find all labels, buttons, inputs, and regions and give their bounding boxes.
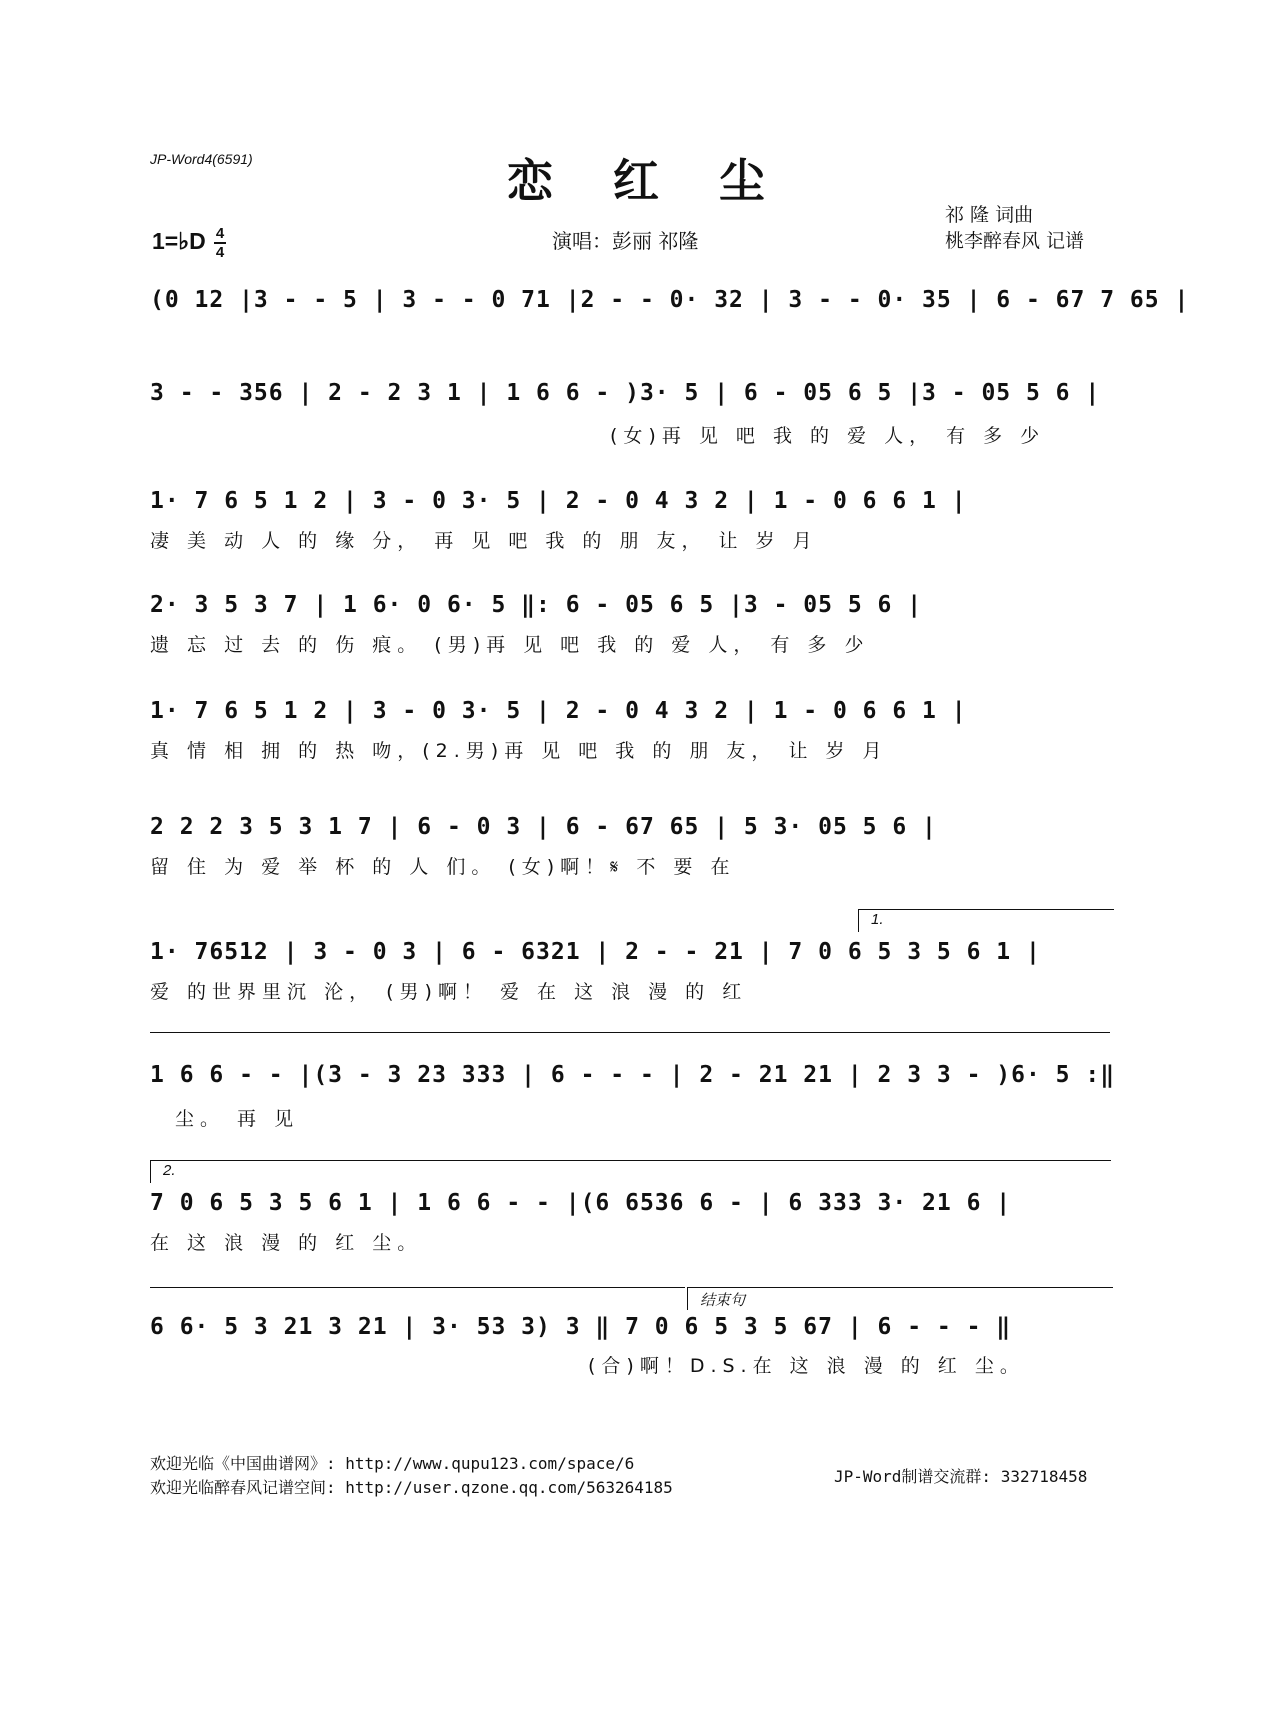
system-1-notes: (0 12 |3 - - 5 | 3 - - 0 71 |2 - - 0· 32 | 3 - - 0· 35 | 6 - 67 7 65 | bbox=[150, 287, 1190, 313]
lyricist-composer: 祁 隆 词曲 bbox=[945, 204, 1034, 226]
volta-first-ending bbox=[858, 909, 1114, 932]
key-signature bbox=[152, 226, 226, 260]
transcriber: 桃李醉春风 记谱 bbox=[945, 230, 1085, 252]
system-10-lyrics: (合)啊！D.S.在 这 浪 漫 的 红 尘。 bbox=[588, 1355, 1025, 1377]
footer-link-2[interactable]: 欢迎光临醉春风记谱空间: http://user.qzone.qq.com/563264185 bbox=[150, 1478, 673, 1497]
footer-link-1[interactable]: 欢迎光临《中国曲谱网》: http://www.qupu123.com/space/6 bbox=[150, 1454, 635, 1473]
system-7-lyrics: 爱 的世界里沉 沦， (男)啊！ 爱 在 这 浪 漫 的 红 bbox=[150, 981, 748, 1003]
time-signature bbox=[214, 226, 226, 260]
system-4-lyrics: 遗 忘 过 去 的 伤 痕。 (男)再 见 吧 我 的 爱 人， 有 多 少 bbox=[150, 634, 870, 656]
volta-second-ending bbox=[150, 1160, 1111, 1183]
footer-group: JP-Word制谱交流群: 332718458 bbox=[834, 1467, 1088, 1486]
system-10-notes: 6 6· 5 3 21 3 21 | 3· 53 3) 3 ‖ 7 0 6 5 3 5 67 | 6 - - - ‖ bbox=[150, 1314, 1012, 1340]
system-6-notes: 2 2 2 3 5 3 1 7 | 6 - 0 3 | 6 - 67 65 | 5 3· 05 5 6 | bbox=[150, 814, 937, 840]
time-denominator: 4 bbox=[215, 244, 225, 261]
system-2-lyrics: (女)再 见 吧 我 的 爱 人， 有 多 少 bbox=[610, 425, 1046, 447]
system-8-notes: 1 6 6 - - |(3 - 3 23 333 | 6 - - - | 2 - 21 21 | 2 3 3 - )6· 5 :‖ bbox=[150, 1062, 1116, 1088]
singer-credit: 演唱：彭丽 祁隆 bbox=[552, 229, 699, 253]
system-3-notes: 1· 7 6 5 1 2 | 3 - 0 3· 5 | 2 - 0 4 3 2 | 1 - 0 6 6 1 | bbox=[150, 488, 967, 514]
volta-first-label: 1. bbox=[871, 911, 884, 928]
system-8-lyrics: 尘。 再 见 bbox=[175, 1108, 300, 1130]
system-5-lyrics: 真 情 相 拥 的 热 吻，(2.男)再 见 吧 我 的 朋 友， 让 岁 月 bbox=[150, 740, 888, 762]
ending-phrase-label: 结束句 bbox=[700, 1292, 746, 1309]
system-2-notes: 3 - - 356 | 2 - 2 3 1 | 1 6 6 - )3· 5 | 6 - 05 6 5 |3 - 05 5 6 | bbox=[150, 380, 1101, 406]
time-numerator: 4 bbox=[215, 225, 225, 242]
system-7-notes: 1· 76512 | 3 - 0 3 | 6 - 6321 | 2 - - 21 | 7 0 6 5 3 5 6 1 | bbox=[150, 939, 1041, 965]
system-5-notes: 1· 7 6 5 1 2 | 3 - 0 3· 5 | 2 - 0 4 3 2 | 1 - 0 6 6 1 | bbox=[150, 698, 967, 724]
key-label: 1=♭D bbox=[152, 228, 206, 255]
software-label: JP-Word4(6591) bbox=[150, 151, 253, 167]
volta-second-label: 2. bbox=[163, 1162, 176, 1179]
system-6-lyrics: 留 住 为 爱 举 杯 的 人 们。 (女)啊！𝄋 不 要 在 bbox=[150, 856, 736, 878]
system-4-notes: 2· 3 5 3 7 | 1 6· 0 6· 5 ‖: 6 - 05 6 5 |3 - 05 5 6 | bbox=[150, 592, 923, 618]
song-title: 恋红尘 bbox=[507, 154, 825, 208]
system-9-lyrics: 在 这 浪 漫 的 红 尘。 bbox=[150, 1232, 423, 1254]
volta-first-continued bbox=[150, 1032, 1110, 1055]
system-9-notes: 7 0 6 5 3 5 6 1 | 1 6 6 - - |(6 6536 6 - | 6 333 3· 21 6 | bbox=[150, 1190, 1012, 1216]
system-3-lyrics: 凄 美 动 人 的 缘 分， 再 见 吧 我 的 朋 友， 让 岁 月 bbox=[150, 530, 818, 552]
volta-second-continued bbox=[150, 1287, 685, 1310]
ending-phrase-bracket bbox=[687, 1287, 1113, 1310]
